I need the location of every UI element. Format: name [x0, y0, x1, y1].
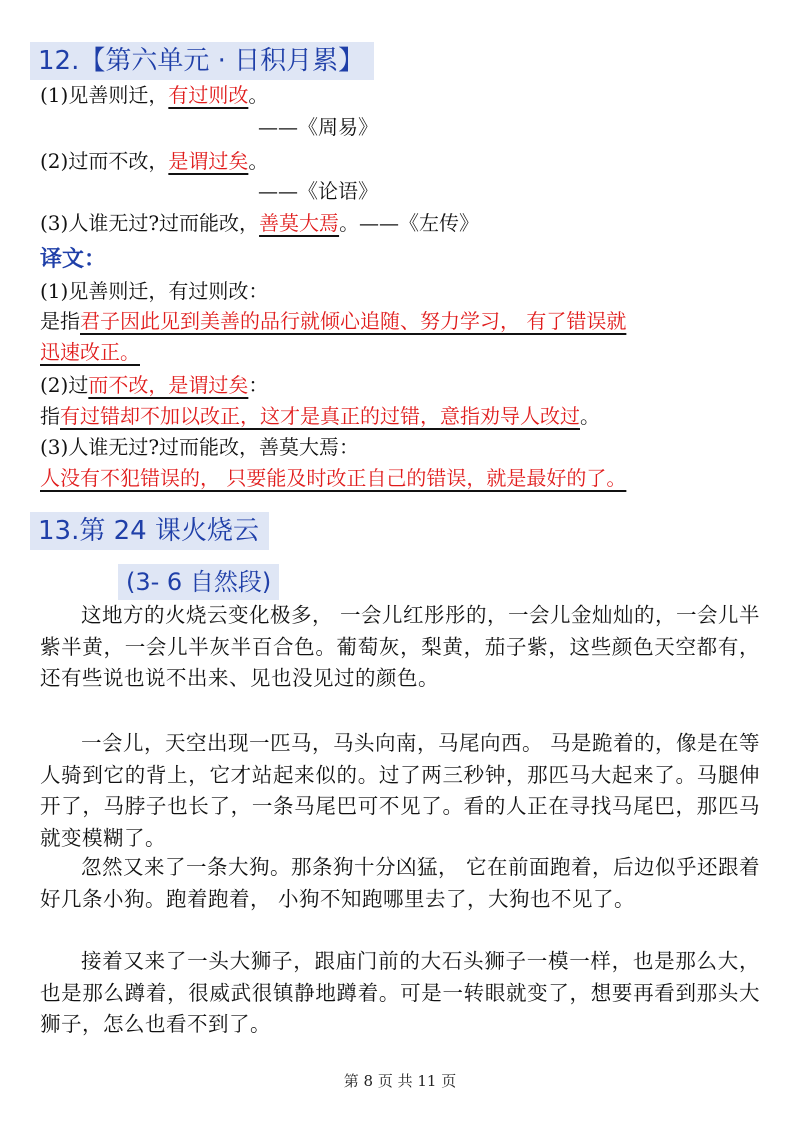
translation-2-lead: 指: [40, 404, 60, 428]
translation-2-prefix: (2)过: [40, 373, 89, 397]
paragraph-3: 忽然又来了一条大狗。那条狗十分凶猛， 它在前面跑着，后边似乎还跟着好几条小狗。跑着跑着， 小狗不知跑哪里去了，大狗也不见了。: [40, 855, 761, 911]
quote-1-source: ——《周易》: [258, 115, 378, 139]
quote-2-source: ——《论语》: [258, 179, 378, 203]
translation-1-line: (1)见善则迁，有过则改：: [40, 279, 269, 303]
paragraph-4: 接着又来了一头大狮子，跟庙门前的大石头狮子一模一样，也是那么大，也是那么蹲着，很威武很镇静地蹲着。可是一转眼就变了，想要再看到那头大狮子，怎么也看不到了。: [40, 949, 760, 1036]
translation-2-line: [40, 370, 764, 400]
translation-2-answer2: 有过错却不加以改正，这才是真正的过错，意指劝导人改过: [60, 404, 580, 428]
quote-1-answer: 有过则改: [168, 83, 249, 107]
quote-3-prefix: (3)人谁无过?过而能改，: [40, 211, 260, 235]
translation-label: 译文：: [40, 246, 107, 272]
translation-2-suffix: ：: [248, 373, 269, 397]
quote-2-answer: 是谓过矣: [168, 149, 249, 173]
page-footer: 第 8 页 共 11 页: [343, 1072, 457, 1090]
quote-2-prefix: (2)过而不改，: [40, 149, 169, 173]
quote-line-3: [40, 208, 764, 238]
translation-1-answer-line-a: [40, 306, 764, 336]
translation-1-answer-b: 迅速改正。: [40, 340, 140, 364]
quote-2-suffix: 。: [248, 149, 269, 173]
paragraph-2: 一会儿，天空出现一匹马，马头向南，马尾向西。 马是跪着的，像是在等人骑到它的背上，它才站起来似的。过了两三秒钟，那匹马大起来了。马腿伸开了，马脖子也长了，一条马尾巴可不见了。看的人正在寻找马尾巴，那匹马就变模糊了。: [40, 731, 761, 850]
translation-3-line: (3)人谁无过?过而能改，善莫大焉：: [40, 435, 360, 459]
paragraph-1: 这地方的火烧云变化极多， 一会儿红彤彤的，一会儿金灿灿的，一会儿半紫半黄，一会儿半灰半百合色。葡萄灰，梨黄，茄子紫，这些颜色天空都有，还有些说也说不出来、见也没见过的颜色。: [40, 603, 761, 690]
quote-3-suffix: 。——《左传》: [339, 211, 480, 235]
section-12-header: 12.【第六单元 · 日积月累】: [30, 42, 374, 80]
section-13-subheader: (3- 6 自然段): [118, 564, 279, 600]
translation-2-end: 。: [580, 404, 600, 428]
quote-1-suffix: 。: [248, 83, 269, 107]
quote-line-1: [40, 80, 764, 110]
translation-3-answer: 人没有不犯错误的， 只要能及时改正自己的错误，就是最好的了。: [40, 466, 627, 490]
translation-2-answer-line: [40, 401, 764, 431]
translation-1-answer-line-b: [40, 337, 764, 367]
translation-3-answer-line: [40, 463, 764, 493]
section-13-header: 13.第 24 课火烧云: [30, 512, 269, 550]
quote-3-answer: 善莫大焉: [259, 211, 340, 235]
quote-line-2: [40, 146, 764, 176]
quote-1-prefix: (1)见善则迁，: [40, 83, 169, 107]
translation-1-lead: 是指: [40, 309, 80, 333]
translation-1-answer-a: 君子因此见到美善的品行就倾心追随、努力学习， 有了错误就: [80, 309, 627, 333]
translation-2-answer: 而不改，是谓过矣: [88, 373, 249, 397]
